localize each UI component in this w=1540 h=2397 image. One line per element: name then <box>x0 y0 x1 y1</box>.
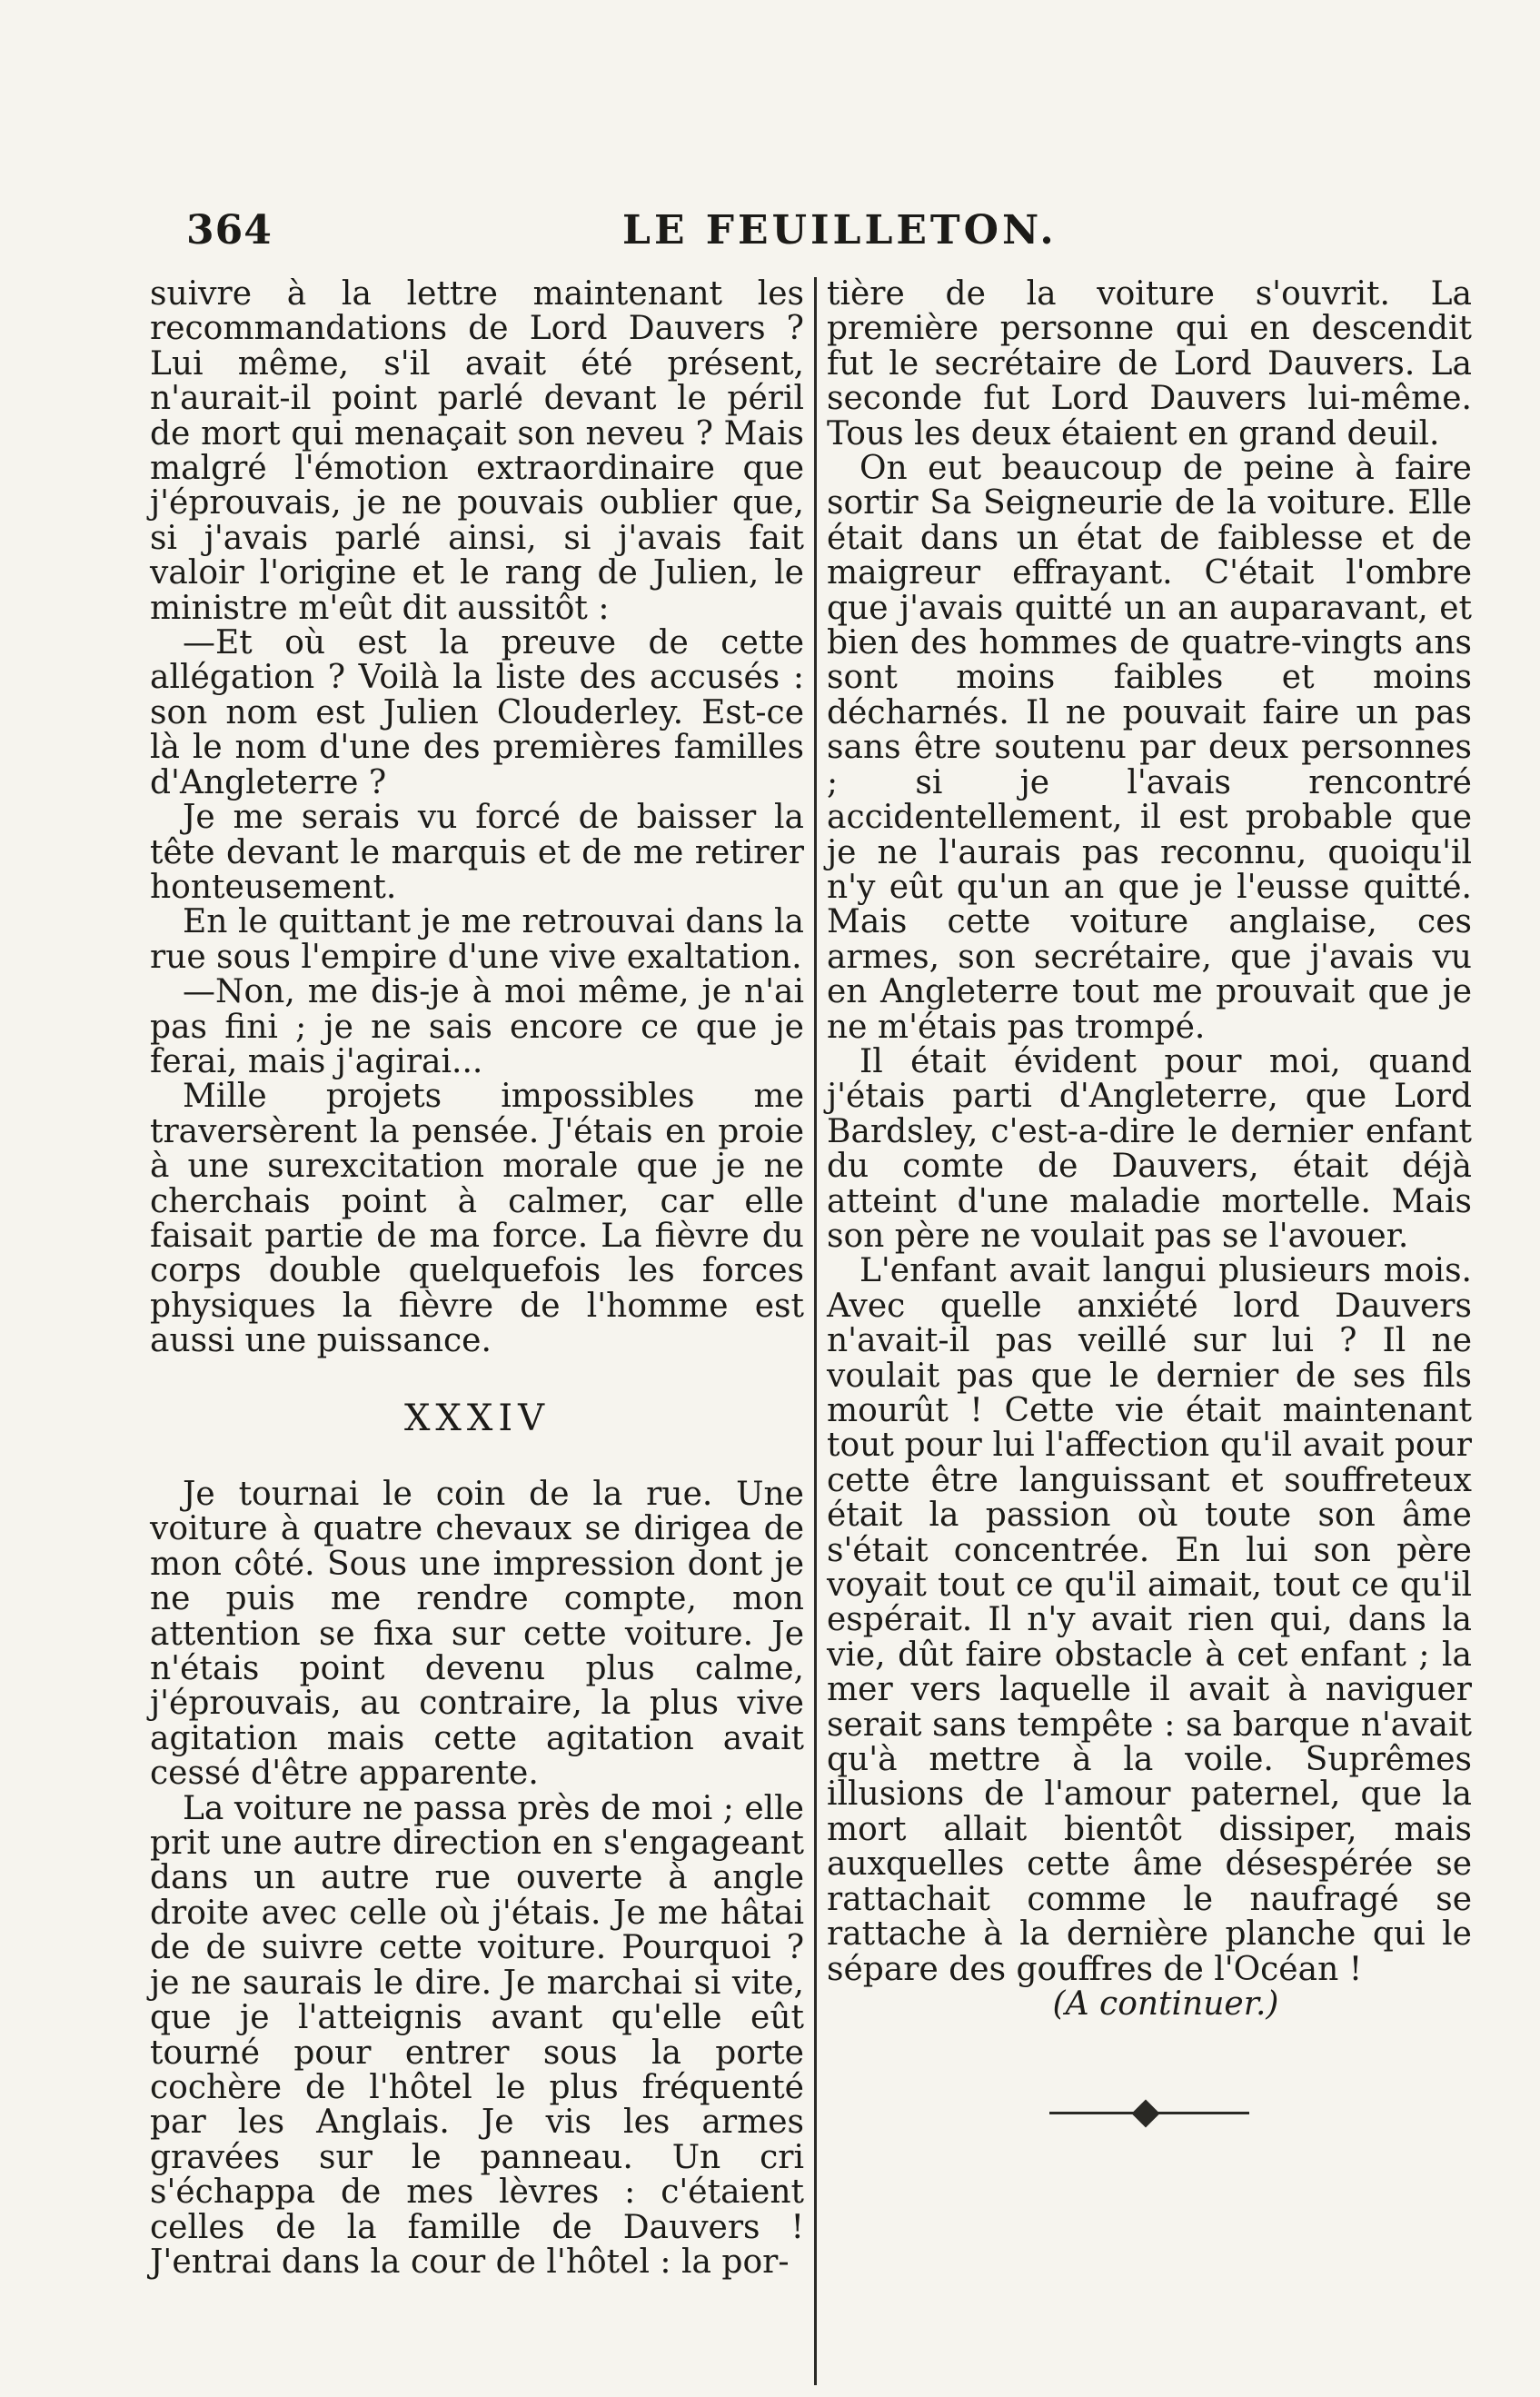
paragraph: En le quittant je me retrouvai dans la rue sous l'empire d'une vive exaltation. <box>150 903 804 976</box>
left-column <box>150 277 804 2280</box>
column-divider <box>814 277 817 2385</box>
paragraph: L'enfant avait langui plusieurs mois. Avec quelle anxiété lord Dauvers n'avait-il pas veillé sur lui ? Il ne voulait pas que le dernier de ses fils mourût ! Cette vie était maintenant tout pour lui l'affection qu'il avait pour cette être languissant et souffreteux était la passion où toute son âme s'était concentrée. En lui son père voyait tout ce qu'il aimait, tout ce qu'il espérait. Il n'y avait rien qui, dans la vie, dût faire obstacle à cet enfant ; la mer vers laquelle il avait à naviguer serait sans tempête : sa barque n'avait qu'à mettre à la voile. Suprêmes illusions de l'amour paternel, que la mort allait bientôt dissiper, mais auxquelles cette âme désespérée se rattachait comme le naufragé se rattache à la dernière planche qui le sépare des gouffres de l'Océan ! <box>827 1252 1472 1988</box>
paragraph: —Et où est la preuve de cette allégation ? Voilà la liste des accusés : son nom est Julien Clouderley. Est-ce là le nom d'une des premières familles d'Angleterre ? <box>150 624 804 801</box>
paragraph: —Non, me dis-je à moi même, je n'ai pas fini ; je ne sais encore ce que je ferai, mais j'agirai... <box>150 973 804 1080</box>
ornament-divider <box>1049 2104 1249 2122</box>
paragraph: tière de la voiture s'ouvrit. La première personne qui en descendit fut le secrétaire de Lord Dauvers. La seconde fut Lord Dauvers lui-même. Tous les deux étaient en grand deuil. <box>827 275 1472 453</box>
paragraph: suivre à la lettre maintenant les recommandations de Lord Dauvers ? Lui même, s'il avait été présent, n'aurait-il point parlé devant le péril de mort qui menaçait son neveu ? Mais malgré l'émotion extraordinaire que j'éprouvais, je ne pouvais oublier que, si j'avais parlé ainsi, si j'avais fait valoir l'origine et le rang de Julien, le ministre m'eût dit aussitôt : <box>150 275 804 627</box>
right-column <box>827 277 1472 2122</box>
paragraph: Il était évident pour moi, quand j'étais parti d'Angleterre, que Lord Bardsley, c'est-a-dire le dernier enfant du comte de Dauvers, était déjà atteint d'une maladie mortelle. Mais son père ne voulait pas se l'avouer. <box>827 1042 1472 1255</box>
paragraph: Mille projets impossibles me traversèrent la pensée. J'étais en proie à une surexcitation morale que je ne cherchais point à calmer, car elle faisait partie de ma force. La fièvre du corps double quelquefois les forces physiques la fièvre de l'homme est aussi une puissance. <box>150 1078 804 1360</box>
paragraph: Je tournai le coin de la rue. Une voiture à quatre chevaux se dirigea de mon côté. Sous une impression dont je ne puis me rendre compte, mon attention se fixa sur cette voiture. Je n'étais point devenu plus calme, j'éprouvais, au contraire, la plus vive agitation mais cette agitation avait cessé d'être apparente. <box>150 1476 804 1793</box>
continuation-note: (A continuer.) <box>1052 1984 1279 2023</box>
chapter-heading: XXXIV <box>403 1397 551 1439</box>
running-title: LE FEUILLETON. <box>622 207 1058 254</box>
page-number: 364 <box>186 207 273 254</box>
page-header <box>186 207 1467 262</box>
paragraph: On eut beaucoup de peine à faire sortir Sa Seigneurie de la voiture. Elle était dans un état de faiblesse et de maigreur effrayant. C'était l'ombre que j'avais quitté un an auparavant, et bien des hommes de quatre-vingts ans sont moins faibles et moins décharnés. Il ne pouvait faire un pas sans être soutenu par deux personnes ; si je l'avais rencontré accidentellement, il est probable que je ne l'aurais pas reconnu, quoiqu'il n'y eût qu'un an que je l'eusse quitté. Mais cette voiture anglaise, ces armes, son secrétaire, que j'avais vu en Angleterre tout me prouvait que je ne m'étais pas trompé. <box>827 450 1472 1046</box>
paragraph: La voiture ne passa près de moi ; elle prit une autre direction en s'engageant dans un autre rue ouverte à angle droite avec celle où j'étais. Je me hâtai de de suivre cette voiture. Pourquoi ? je ne saurais le dire. Je marchai si vite, que je l'atteignis avant qu'elle eût tourné pour entrer sous la porte cochère de l'hôtel le plus fréquenté par les Anglais. Je vis les armes gravées sur le panneau. Un cri s'échappa de mes lèvres : c'étaient celles de la famille de Dauvers ! J'entrai dans la cour de l'hôtel : la por- <box>150 1789 804 2281</box>
paragraph: Je me serais vu forcé de baisser la tête devant le marquis et de me retirer honteusement. <box>150 799 804 906</box>
